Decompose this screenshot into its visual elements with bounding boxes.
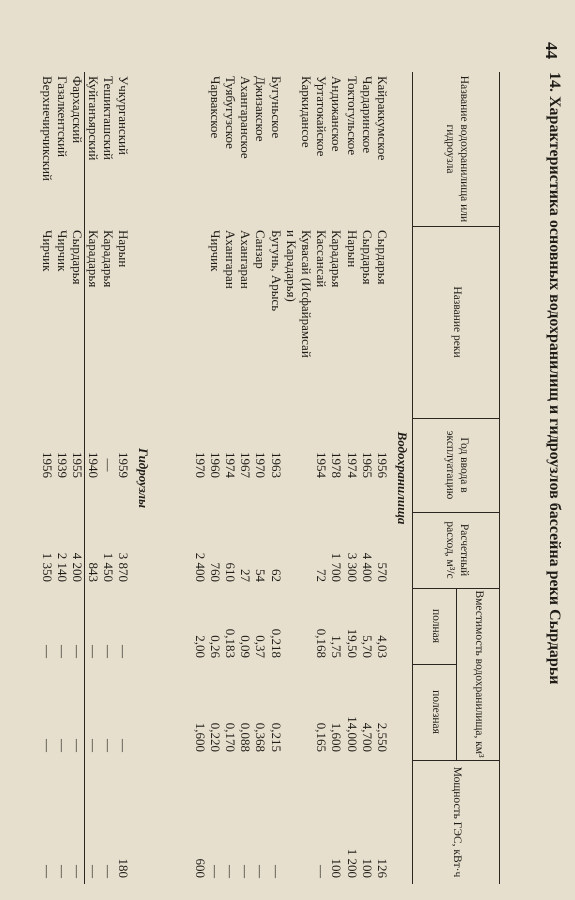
- cell-full: 5,70: [359, 635, 375, 658]
- cell-river: Кассансай: [314, 230, 330, 288]
- cell-year: 1974: [344, 452, 360, 478]
- cell-full: 2,00: [192, 635, 208, 658]
- cell-power: —: [207, 865, 223, 878]
- cell-full: —: [85, 645, 101, 658]
- cell-river: Нарын: [344, 230, 360, 268]
- cell-name: Верхнечирчикский: [40, 76, 55, 182]
- cell-useful: —: [40, 739, 55, 752]
- cell-name: Куйганъярский: [85, 76, 101, 161]
- header-capacity: Вместимость водохранилища, км³: [473, 590, 486, 758]
- header-flow: Расчетный расход, м³/с: [444, 521, 470, 579]
- header-year: Год ввода в эксплуатацию: [444, 430, 470, 500]
- cell-year: 1956: [40, 452, 55, 478]
- cell-name: Каркидансое: [299, 76, 314, 148]
- cell-power: 1 200: [344, 848, 360, 878]
- cell-flow: 760: [207, 562, 223, 582]
- cell-river: Чирчик: [55, 230, 71, 272]
- cell-useful: 1,600: [329, 722, 345, 752]
- cell-year: 1970: [253, 452, 269, 478]
- cell-year: 1978: [329, 452, 345, 478]
- cell-power: 180: [116, 858, 131, 878]
- cell-power: —: [223, 865, 238, 878]
- cell-name: Бугуньское: [268, 76, 284, 139]
- cell-full: 0,218: [268, 628, 284, 658]
- cell-full: 19,50: [344, 628, 360, 658]
- cell-year: 1939: [55, 452, 71, 478]
- cell-name: Тешикташский: [100, 76, 116, 160]
- cell-river: Сырдарья: [375, 230, 390, 285]
- cell-useful: —: [70, 739, 86, 752]
- cell-full: —: [70, 645, 86, 658]
- cell-useful: 4,700: [359, 722, 375, 752]
- cell-name: Кайраккумское: [375, 76, 390, 161]
- cell-full: 0,37: [253, 635, 269, 658]
- cell-name: Газалкентский: [55, 76, 71, 158]
- cell-flow: 2 400: [192, 552, 208, 582]
- header-capacity-full: полная: [429, 608, 442, 644]
- cell-flow: 72: [314, 569, 330, 582]
- cell-flow: 1 700: [329, 552, 345, 582]
- cell-flow: 3 870: [116, 552, 131, 582]
- header-power: Мощность ГЭС, кВт·ч: [451, 766, 464, 878]
- cell-name: Ахангаранское: [238, 76, 254, 159]
- cell-year: 1940: [85, 452, 101, 478]
- cell-full: 0,183: [223, 628, 238, 658]
- cell-useful: —: [85, 739, 101, 752]
- cell-year: 1967: [238, 452, 254, 478]
- cell-flow: 1 350: [40, 552, 55, 582]
- cell-useful: 0,170: [223, 722, 238, 752]
- cell-full: 0,26: [207, 635, 223, 658]
- cell-useful: 14,000: [344, 716, 360, 752]
- cell-power: —: [268, 865, 284, 878]
- cell-river: Чирчик: [207, 230, 223, 272]
- cell-full: 1,75: [329, 635, 345, 658]
- cell-year: 1963: [268, 452, 284, 478]
- cell-power: —: [55, 865, 71, 878]
- cell-river: Сырдарья: [359, 230, 375, 285]
- cell-useful: 0,368: [253, 722, 269, 752]
- cell-power: —: [85, 865, 101, 878]
- cell-useful: —: [116, 739, 131, 752]
- cell-river: Бугунь, Арысь: [268, 230, 284, 312]
- cell-useful: —: [55, 739, 71, 752]
- cell-flow: 843: [85, 562, 101, 582]
- cell-name: Учкурганский: [116, 76, 131, 155]
- cell-useful: 0,165: [314, 722, 330, 752]
- cell-year: 1954: [314, 452, 330, 478]
- cell-useful: 0,220: [207, 722, 223, 752]
- cell-flow: 570: [375, 562, 390, 582]
- cell-useful: 2,550: [375, 722, 390, 752]
- cell-name: Уртатокайское: [314, 76, 330, 157]
- header-name: Название водохранилища или гидроузла: [444, 75, 470, 223]
- cell-useful: 0,215: [268, 722, 284, 752]
- cell-flow: 54: [253, 569, 269, 582]
- cell-full: —: [100, 645, 116, 658]
- cell-power: —: [40, 865, 55, 878]
- cell-year: 1955: [70, 452, 86, 478]
- cell-year: —: [100, 458, 116, 472]
- cell-name: Туябугузское: [223, 76, 238, 149]
- cell-power: —: [70, 865, 86, 878]
- cell-useful: 1,600: [192, 722, 208, 752]
- cell-useful: —: [100, 739, 116, 752]
- cell-power: —: [100, 865, 116, 878]
- cell-flow: 27: [238, 569, 254, 582]
- cell-river: Карадарья: [85, 230, 101, 288]
- cell-power: —: [253, 865, 269, 878]
- cell-power: 100: [359, 858, 375, 878]
- table-title: 14. Характеристика основных водохранилищ и гидроузлов бассейна реки Сырдарьи: [546, 72, 563, 685]
- cell-full: —: [55, 645, 71, 658]
- header-river: Название реки: [451, 286, 464, 358]
- cell-river: Чирчик: [40, 230, 55, 272]
- cell-flow: 4 200: [70, 552, 86, 582]
- cell-power: 126: [375, 858, 390, 878]
- cell-flow: 3 300: [344, 552, 360, 582]
- cell-name: Джизакское: [253, 76, 269, 142]
- cell-useful: 0,088: [238, 722, 254, 752]
- cell-name: Андижанское: [329, 76, 345, 152]
- cell-power: 100: [329, 858, 345, 878]
- cell-river: Санзар: [253, 230, 269, 269]
- cell-flow: 610: [223, 562, 238, 582]
- cell-year: 1960: [207, 452, 223, 478]
- cell-name: Чарвакское: [207, 76, 223, 139]
- cell-full: —: [116, 645, 131, 658]
- cell-power: —: [238, 865, 254, 878]
- cell-river: Карадарья: [329, 230, 345, 288]
- cell-name: Токтогульское: [344, 76, 360, 156]
- page-number: 44: [542, 42, 561, 59]
- cell-flow: 4 400: [359, 552, 375, 582]
- cell-flow: 62: [268, 569, 284, 582]
- cell-river: Нарын: [116, 230, 131, 268]
- cell-river: Сырдарья: [70, 230, 86, 285]
- cell-river: Ахангаран: [238, 230, 254, 289]
- cell-river: Карадарья: [100, 230, 116, 288]
- section-reservoirs: Водохранилища: [395, 431, 410, 525]
- cell-power: 600: [192, 858, 208, 878]
- cell-full: 0,168: [314, 628, 330, 658]
- section-hydrounits: Гидроузлы: [136, 447, 151, 509]
- cell-river: Ахангаран: [223, 230, 238, 289]
- cell-flow: 2 140: [55, 552, 71, 582]
- cell-year: 1959: [116, 452, 131, 478]
- cell-full: 4,03: [375, 635, 390, 658]
- cell-power: —: [314, 865, 330, 878]
- cell-year: 1974: [223, 452, 238, 478]
- header-capacity-useful: полезная: [429, 690, 442, 734]
- cell-river: и Карадарья): [283, 230, 299, 302]
- cell-river: Кувасай (Исфайрамсай: [299, 230, 314, 358]
- cell-year: 1970: [192, 452, 208, 478]
- cell-name: Чардаринское: [359, 76, 375, 154]
- cell-full: 0,09: [238, 635, 254, 658]
- cell-year: 1965: [359, 452, 375, 478]
- cell-year: 1956: [375, 452, 390, 478]
- cell-name: Фархадский: [70, 76, 86, 144]
- cell-flow: 1 450: [100, 552, 116, 582]
- cell-full: —: [40, 645, 55, 658]
